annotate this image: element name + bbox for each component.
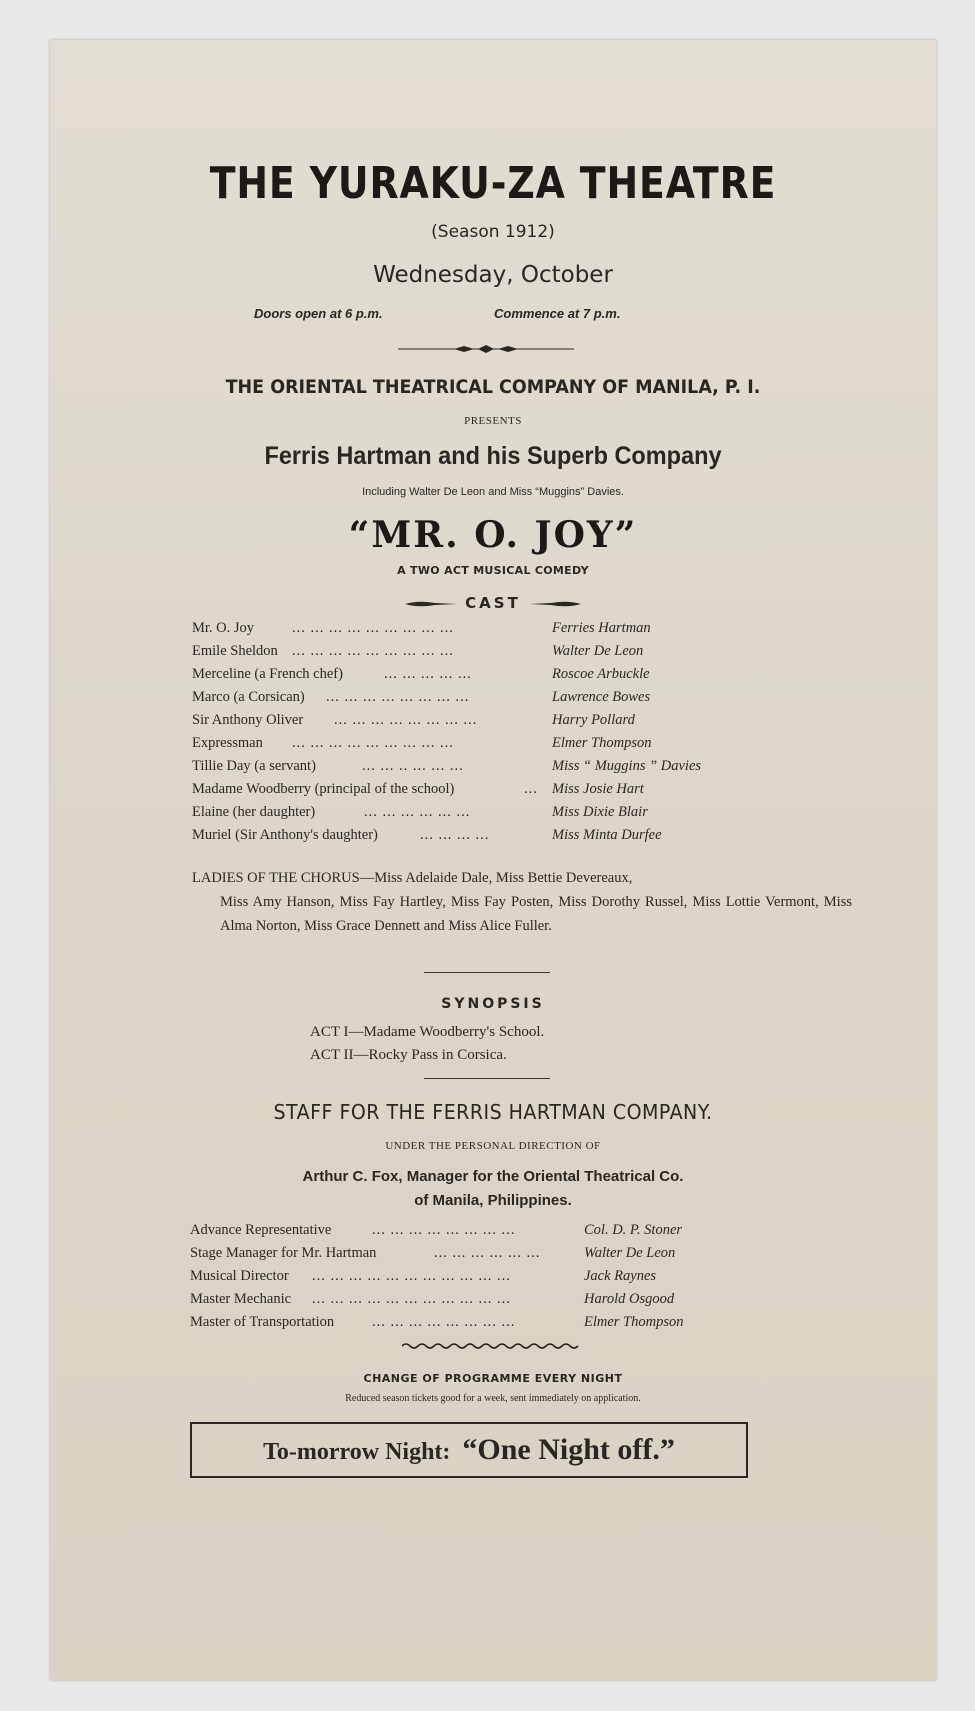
section-rule — [424, 972, 550, 973]
cast-row — [192, 712, 812, 734]
staff-role: Advance Representative — [190, 1222, 332, 1238]
staff-name: Jack Raynes — [584, 1268, 657, 1284]
cast-heading-text: CAST — [465, 594, 521, 612]
cast-heading — [50, 594, 936, 612]
cast-actor: Miss Josie Hart — [552, 781, 644, 797]
divider-ornament — [398, 343, 574, 355]
cast-row — [192, 666, 812, 688]
staff-row — [190, 1222, 830, 1244]
leader-dots: ... ... ... ... ... ... ... ... — [334, 712, 478, 728]
leader-dots: ... ... ... ... ... ... ... ... ... — [292, 735, 454, 751]
show-title: “MR. O. JOY” — [348, 514, 638, 556]
staff-row — [190, 1245, 830, 1267]
leader-dots: ... ... ... ... ... ... ... ... — [372, 1314, 516, 1330]
cast-row — [192, 643, 812, 665]
cast-role: Muriel (Sir Anthony's daughter) — [192, 827, 378, 843]
cast-actor: Miss Minta Durfee — [552, 827, 662, 843]
tomorrow-label: To-morrow Night: — [263, 1439, 451, 1465]
staff-name: Harold Osgood — [584, 1291, 675, 1307]
cast-role: Sir Anthony Oliver — [192, 712, 304, 728]
cast-row — [192, 758, 832, 780]
cast-role: Elaine (her daughter) — [192, 804, 316, 820]
staff-role: Musical Director — [190, 1268, 289, 1284]
cast-row — [192, 620, 812, 642]
staff-name: Elmer Thompson — [584, 1314, 684, 1330]
cast-actor: Roscoe Arbuckle — [552, 666, 650, 682]
wavy-divider — [402, 1342, 580, 1350]
cast-role: Expressman — [192, 735, 263, 751]
manager-line-2: of Manila, Philippines. — [414, 1192, 572, 1209]
change-notice: CHANGE OF PROGRAMME EVERY NIGHT — [363, 1372, 623, 1385]
cast-actor: Harry Pollard — [552, 712, 635, 728]
season-line: (Season 1912) — [431, 222, 555, 242]
performance-date: Wednesday, October — [373, 262, 613, 288]
chorus-paragraph — [192, 866, 852, 938]
cast-role: Merceline (a French chef) — [192, 666, 343, 682]
synopsis-act-2: ACT II—Rocky Pass in Corsica. — [310, 1047, 507, 1063]
leader-dots: ... ... ... ... ... ... ... ... ... — [292, 643, 454, 659]
cast-row — [192, 689, 812, 711]
show-subtitle: A TWO ACT MUSICAL COMEDY — [397, 564, 589, 577]
cast-actor: Miss “ Muggins ” Davies — [552, 758, 702, 774]
cast-row — [192, 804, 812, 826]
synopsis-heading: SYNOPSIS — [441, 996, 545, 1012]
chorus-continuation: Miss Amy Hanson, Miss Fay Hartley, Miss Fay Posten, Miss Dorothy Russel, Miss Lottie Vermont, Miss Alma Norton, Miss Grace Dennett and Miss Alice Fuller. — [220, 894, 852, 934]
direction-line: UNDER THE PERSONAL DIRECTION OF — [385, 1140, 601, 1152]
cast-role: Emile Sheldon — [192, 643, 278, 659]
cast-actor: Miss Dixie Blair — [552, 804, 648, 820]
leader-dots: ... ... ... ... ... ... — [434, 1245, 541, 1261]
leader-dots: ... ... .. ... ... ... — [362, 758, 464, 774]
staff-row — [190, 1291, 830, 1313]
left-flourish-icon — [405, 600, 457, 608]
presents-label: PRESENTS — [464, 415, 522, 427]
season-ticket-note: Reduced season tickets good for a week, sent immediately on application. — [345, 1393, 641, 1404]
troupe-title: Ferris Hartman and his Superb Company — [264, 442, 722, 470]
tomorrow-show: “One Night off.” — [462, 1433, 675, 1466]
leader-dots: ... ... ... ... ... ... ... ... ... — [292, 620, 454, 636]
company-name: THE ORIENTAL THEATRICAL COMPANY OF MANILA, P. I. — [225, 376, 761, 398]
theatre-name: THE YURAKU-ZA THEATRE — [209, 158, 777, 209]
cast-row — [192, 735, 812, 757]
including-line: Including Walter De Leon and Miss “Muggins” Davies. — [362, 486, 624, 498]
leader-dots: ... ... ... ... ... ... ... ... ... ... ... — [312, 1268, 511, 1284]
cast-actor: Walter De Leon — [552, 643, 644, 659]
staff-name: Col. D. P. Stoner — [584, 1222, 683, 1238]
leader-dots: ... ... ... ... ... ... ... ... — [326, 689, 470, 705]
programme-sheet — [50, 40, 936, 1680]
cast-role: Mr. O. Joy — [192, 620, 255, 636]
leader-dots: ... ... ... ... ... ... ... ... — [372, 1222, 516, 1238]
leader-dots: ... — [524, 781, 538, 797]
chorus-line-1: LADIES OF THE CHORUS—Miss Adelaide Dale, Miss Bettie Devereaux, — [192, 870, 633, 886]
staff-role: Stage Manager for Mr. Hartman — [190, 1245, 377, 1261]
staff-row — [190, 1314, 830, 1336]
door-times — [50, 306, 936, 324]
commence-text: Commence at 7 p.m. — [494, 306, 621, 321]
synopsis-act-1: ACT I—Madame Woodberry's School. — [310, 1024, 545, 1040]
staff-heading: STAFF FOR THE FERRIS HARTMAN COMPANY. — [273, 1100, 713, 1124]
leader-dots: ... ... ... ... ... ... ... ... ... ... ... — [312, 1291, 511, 1307]
cast-row — [192, 781, 812, 803]
section-rule — [424, 1078, 550, 1079]
staff-name: Walter De Leon — [584, 1245, 676, 1261]
manager-line-1: Arthur C. Fox, Manager for the Oriental Theatrical Co. — [302, 1168, 684, 1185]
staff-role: Master of Transportation — [190, 1314, 335, 1330]
doors-open-text: Doors open at 6 p.m. — [254, 306, 383, 321]
cast-actor: Ferries Hartman — [552, 620, 651, 636]
cast-actor: Elmer Thompson — [552, 735, 652, 751]
leader-dots: ... ... ... ... — [420, 827, 490, 843]
cast-row — [192, 827, 812, 849]
staff-row — [190, 1268, 830, 1290]
leader-dots: ... ... ... ... ... — [384, 666, 472, 682]
leader-dots: ... ... ... ... ... ... — [364, 804, 471, 820]
cast-role: Madame Woodberry (principal of the school) — [192, 781, 455, 797]
cast-role: Tillie Day (a servant) — [192, 758, 316, 774]
cast-actor: Lawrence Bowes — [552, 689, 651, 705]
tomorrow-box — [190, 1422, 748, 1478]
staff-role: Master Mechanic — [190, 1291, 292, 1307]
cast-role: Marco (a Corsican) — [192, 689, 305, 705]
right-flourish-icon — [529, 600, 581, 608]
